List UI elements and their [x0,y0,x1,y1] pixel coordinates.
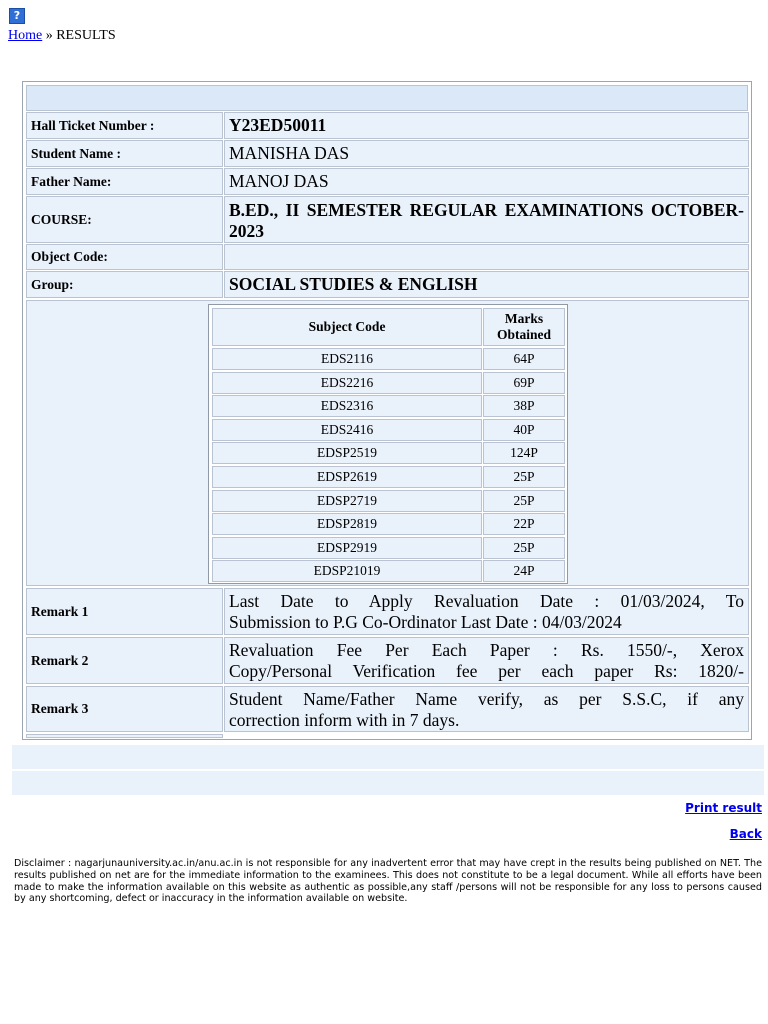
group-label: Group: [26,271,223,298]
breadcrumb-separator: » [45,28,53,43]
breadcrumb-home-link[interactable]: Home [8,28,43,43]
marks-obtained-cell: 25P [483,537,565,559]
object-code-label: Object Code: [26,244,223,270]
marks-obtained-cell: 64P [483,348,565,370]
marks-obtained-cell: 24P [483,560,565,582]
course-value: B.ED., II SEMESTER REGULAR EXAMINATIONS OCTOBER-2023 [224,196,749,243]
subject-code-cell: EDS2416 [212,419,482,441]
remark-2-line-2: Copy/Personal Verification fee per each paper Rs: 1820/- [229,661,744,681]
subject-code-cell: EDSP2519 [212,442,482,464]
marks-header-subject: Subject Code [212,308,482,346]
remark-2-text [224,637,749,684]
subject-code-cell: EDSP2919 [212,537,482,559]
marks-obtained-cell: 38P [483,395,565,417]
marks-obtained-cell: 40P [483,419,565,441]
results-header-bar [26,85,748,111]
marks-obtained-cell: 124P [483,442,565,464]
remark-3-text [224,686,749,732]
remark-2-line-1: Revaluation Fee Per Each Paper : Rs. 1550/-, Xerox [229,640,744,660]
course-label: COURSE: [26,196,223,243]
back-link[interactable]: Back [729,827,762,841]
help-icon[interactable]: ? [9,8,25,24]
marks-obtained-cell: 25P [483,490,565,512]
breadcrumb-current: RESULTS [56,28,116,43]
remark-2-label: Remark 2 [26,637,223,684]
student-name-value: MANISHA DAS [224,140,749,167]
hall-ticket-label: Hall Ticket Number : [26,112,223,139]
hall-ticket-value: Y23ED50011 [224,112,749,139]
group-value: SOCIAL STUDIES & ENGLISH [224,271,749,298]
remark-1-line-2: Submission to P.G Co-Ordinator Last Date : 04/03/2024 [229,612,622,632]
results-table [22,81,752,740]
marks-table [208,304,568,584]
object-code-value [224,244,749,270]
info-band-1 [12,745,764,769]
subject-code-cell: EDS2316 [212,395,482,417]
marks-obtained-cell: 25P [483,466,565,488]
remark-1-text [224,588,749,635]
remark-3-line-1: Student Name/Father Name verify, as per S.S.C, if any [229,689,744,709]
table-footer-strip [26,734,223,738]
subject-code-cell: EDSP2619 [212,466,482,488]
breadcrumb [8,28,116,44]
subject-code-cell: EDSP2819 [212,513,482,535]
subject-code-cell: EDS2216 [212,372,482,394]
remark-1-label: Remark 1 [26,588,223,635]
subject-code-cell: EDS2116 [212,348,482,370]
subject-code-cell: EDSP21019 [212,560,482,582]
remark-3-line-2: correction inform with in 7 days. [229,710,460,730]
student-name-label: Student Name : [26,140,223,167]
remark-1-line-1: Last Date to Apply Revaluation Date : 01/03/2024, To [229,591,744,611]
info-band-2 [12,771,764,795]
disclaimer-text: Disclaimer : nagarjunauniversity.ac.in/anu.ac.in is not responsible for any inadvertent error that may have crept in the results being published on NET. The results published on net are for the immediate information to the examinees. This does not constitute to be a legal document. While all efforts have been made to make the information available on this website as authentic as possible,any staff /persons will not be responsible for any loss to persons caused by any shortcoming, defect or inaccuracy in the information available on website. [14,858,762,905]
marks-obtained-cell: 22P [483,513,565,535]
print-result-link[interactable]: Print result [685,801,762,815]
remark-3-label: Remark 3 [26,686,223,732]
father-name-label: Father Name: [26,168,223,195]
marks-obtained-cell: 69P [483,372,565,394]
marks-header-obtained: Marks Obtained [483,308,565,346]
father-name-value: MANOJ DAS [224,168,749,195]
subject-code-cell: EDSP2719 [212,490,482,512]
